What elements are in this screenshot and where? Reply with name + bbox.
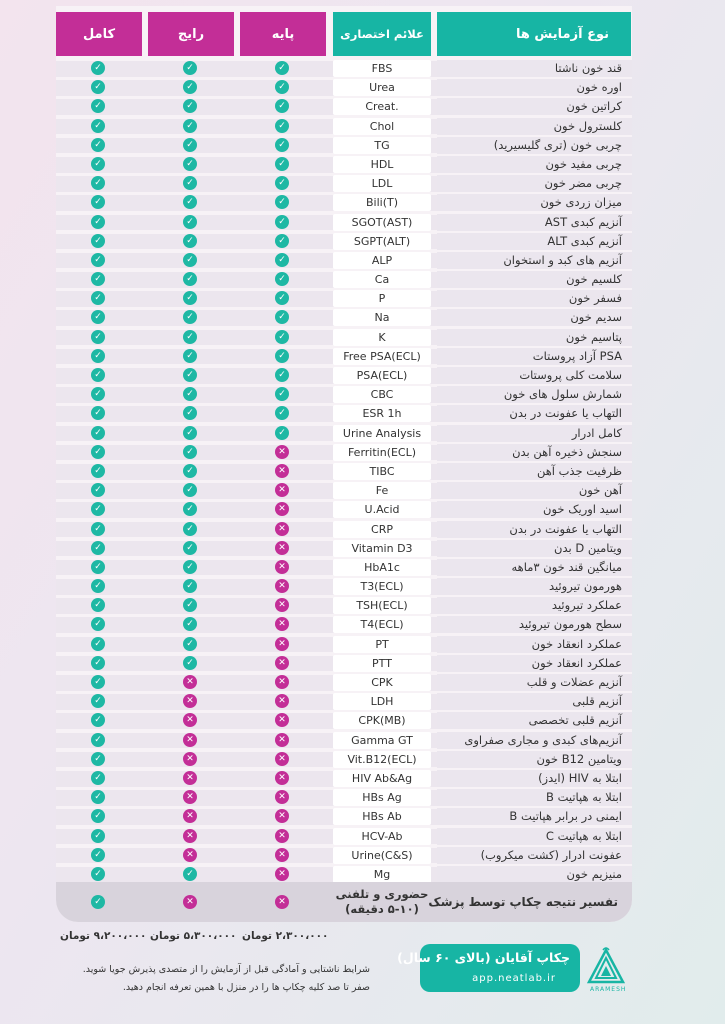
test-name: آنزیم قلبی تخصصی [528, 713, 622, 728]
base-x-icon: ✕ [275, 713, 289, 727]
header-test-type: نوع آزمایش ها [437, 12, 631, 56]
full-check-icon: ✓ [91, 637, 105, 651]
full-check-icon: ✓ [91, 234, 105, 248]
common-check-icon: ✓ [183, 176, 197, 190]
test-abbreviation: HbA1c [333, 559, 431, 576]
full-check-icon: ✓ [91, 272, 105, 286]
common-x-icon: ✕ [183, 790, 197, 804]
table-row [56, 174, 632, 193]
full-check-icon: ✓ [91, 99, 105, 113]
full-check-icon: ✓ [91, 541, 105, 555]
table-row [56, 654, 632, 673]
consult-full-mark: ✓ [91, 895, 105, 909]
full-check-icon: ✓ [91, 138, 105, 152]
full-check-icon: ✓ [91, 215, 105, 229]
common-check-icon: ✓ [183, 80, 197, 94]
common-x-icon: ✕ [183, 809, 197, 823]
test-name: میزان زردی خون [540, 195, 622, 210]
base-check-icon: ✓ [275, 99, 289, 113]
full-check-icon: ✓ [91, 291, 105, 305]
header-base-package: پایه [240, 12, 326, 56]
common-check-icon: ✓ [183, 234, 197, 248]
table-row [56, 251, 632, 270]
test-name: عفونت ادرار (کشت میکروب) [480, 847, 622, 862]
full-check-icon: ✓ [91, 809, 105, 823]
base-check-icon: ✓ [275, 253, 289, 267]
table-row [56, 558, 632, 577]
full-check-icon: ✓ [91, 502, 105, 516]
test-abbreviation: SGOT(AST) [333, 214, 431, 231]
base-x-icon: ✕ [275, 752, 289, 766]
consult-name: تفسیر نتیجه چکاپ توسط پزشک [428, 895, 618, 909]
test-name: پتاسیم خون [565, 329, 622, 344]
base-x-icon: ✕ [275, 541, 289, 555]
base-check-icon: ✓ [275, 157, 289, 171]
table-row [56, 308, 632, 327]
test-abbreviation: T4(ECL) [333, 616, 431, 633]
full-check-icon: ✓ [91, 771, 105, 785]
price-full: ۹،۲۰۰،۰۰۰ تومان [60, 930, 147, 942]
common-check-icon: ✓ [183, 157, 197, 171]
table-row [56, 193, 632, 212]
test-name: ویتامین B12 خون [536, 751, 622, 766]
full-check-icon: ✓ [91, 617, 105, 631]
test-name: PSA آزاد پروستات [532, 348, 622, 363]
table-row [56, 97, 632, 116]
test-name: اسید اوریک خون [543, 502, 622, 517]
test-abbreviation: HDL [333, 156, 431, 173]
full-check-icon: ✓ [91, 253, 105, 267]
test-abbreviation: CRP [333, 521, 431, 538]
test-name: میانگین قند خون ۳ماهه [511, 559, 622, 574]
test-abbreviation: Vit.B12(ECL) [333, 751, 431, 768]
common-check-icon: ✓ [183, 483, 197, 497]
test-abbreviation: Ferritin(ECL) [333, 444, 431, 461]
table-row [56, 155, 632, 174]
common-check-icon: ✓ [183, 406, 197, 420]
test-name: آنزیم کبدی ALT [547, 233, 622, 248]
header-abbreviation: علائم اختصاری [333, 12, 431, 56]
base-check-icon: ✓ [275, 80, 289, 94]
test-name: عملکرد انعقاد خون [531, 655, 622, 670]
test-abbreviation: Urine(C&S) [333, 847, 431, 864]
base-check-icon: ✓ [275, 138, 289, 152]
consult-type-line1: حضوری و تلفنی [335, 887, 429, 901]
test-abbreviation: FBS [333, 60, 431, 77]
full-check-icon: ✓ [91, 330, 105, 344]
test-name: سلامت کلی پروستات [519, 368, 622, 382]
base-x-icon: ✕ [275, 483, 289, 497]
full-check-icon: ✓ [91, 387, 105, 401]
test-abbreviation: PTT [333, 655, 431, 672]
base-check-icon: ✓ [275, 387, 289, 401]
test-name: چربی مضر خون [544, 176, 622, 191]
test-name: کامل ادرار [571, 425, 622, 440]
common-check-icon: ✓ [183, 138, 197, 152]
test-abbreviation: K [333, 329, 431, 346]
base-x-icon: ✕ [275, 579, 289, 593]
common-check-icon: ✓ [183, 119, 197, 133]
full-check-icon: ✓ [91, 752, 105, 766]
consult-common-mark: ✕ [183, 895, 197, 909]
common-check-icon: ✓ [183, 541, 197, 555]
test-name: آنزیم عضلات و قلب [526, 675, 622, 689]
test-abbreviation: Na [333, 309, 431, 326]
test-abbreviation: Mg [333, 866, 431, 883]
full-check-icon: ✓ [91, 579, 105, 593]
common-check-icon: ✓ [183, 522, 197, 536]
common-check-icon: ✓ [183, 253, 197, 267]
full-check-icon: ✓ [91, 349, 105, 363]
full-check-icon: ✓ [91, 867, 105, 881]
base-x-icon: ✕ [275, 464, 289, 478]
base-x-icon: ✕ [275, 522, 289, 536]
note-home-service: صفر تا صد کلیه چکاپ ها را در منزل با همین تعرفه انجام دهید. [122, 982, 370, 993]
full-check-icon: ✓ [91, 560, 105, 574]
test-abbreviation: ALP [333, 252, 431, 269]
table-row [56, 404, 632, 423]
table-row [56, 443, 632, 462]
table-row [56, 615, 632, 634]
test-name: ظرفیت جذب آهن [536, 463, 622, 478]
test-abbreviation: Ca [333, 271, 431, 288]
table-row [56, 481, 632, 500]
test-name: ابتلا به هپاتیت B [546, 790, 622, 805]
test-name: سطح هورمون تیروئید [518, 617, 622, 632]
note-fasting: شرایط ناشتایی و آمادگی قبل از آزمایش را از متصدی پذیرش جویا شوید. [82, 964, 370, 975]
test-abbreviation: Gamma GT [333, 732, 431, 749]
test-name: کراتین خون [566, 99, 622, 114]
full-check-icon: ✓ [91, 157, 105, 171]
full-check-icon: ✓ [91, 522, 105, 536]
consult-base-mark: ✕ [275, 895, 289, 909]
full-check-icon: ✓ [91, 426, 105, 440]
common-x-icon: ✕ [183, 848, 197, 862]
base-x-icon: ✕ [275, 809, 289, 823]
base-x-icon: ✕ [275, 848, 289, 862]
table-row [56, 769, 632, 788]
base-check-icon: ✓ [275, 272, 289, 286]
base-x-icon: ✕ [275, 617, 289, 631]
full-check-icon: ✓ [91, 368, 105, 382]
price-common: ۵،۳۰۰،۰۰۰ تومان [150, 930, 237, 942]
base-check-icon: ✓ [275, 291, 289, 305]
base-x-icon: ✕ [275, 771, 289, 785]
test-abbreviation: TIBC [333, 463, 431, 480]
test-abbreviation: CBC [333, 386, 431, 403]
test-name: ایمنی در برابر هپاتیت B [509, 809, 622, 824]
common-check-icon: ✓ [183, 330, 197, 344]
base-check-icon: ✓ [275, 426, 289, 440]
base-x-icon: ✕ [275, 733, 289, 747]
test-abbreviation: PT [333, 636, 431, 653]
table-row [56, 520, 632, 539]
common-x-icon: ✕ [183, 713, 197, 727]
test-name: آنزیم قلبی [572, 694, 622, 709]
test-abbreviation: Fe [333, 482, 431, 499]
full-check-icon: ✓ [91, 733, 105, 747]
full-check-icon: ✓ [91, 176, 105, 190]
common-check-icon: ✓ [183, 579, 197, 593]
table-row [56, 385, 632, 404]
full-check-icon: ✓ [91, 598, 105, 612]
common-check-icon: ✓ [183, 310, 197, 324]
base-x-icon: ✕ [275, 656, 289, 670]
test-name: ابتلا به HIV (ایدز) [538, 770, 622, 785]
full-check-icon: ✓ [91, 483, 105, 497]
common-check-icon: ✓ [183, 656, 197, 670]
table-row [56, 347, 632, 366]
table-row [56, 596, 632, 615]
common-check-icon: ✓ [183, 464, 197, 478]
test-name: التهاب یا عفونت در بدن [509, 406, 622, 421]
test-abbreviation: Vitamin D3 [333, 540, 431, 557]
full-check-icon: ✓ [91, 848, 105, 862]
base-x-icon: ✕ [275, 867, 289, 881]
common-check-icon: ✓ [183, 215, 197, 229]
table-row [56, 232, 632, 251]
table-row [56, 270, 632, 289]
test-abbreviation: HBs Ag [333, 789, 431, 806]
table-row [56, 289, 632, 308]
test-name: آنزیم کبدی AST [544, 214, 622, 229]
base-check-icon: ✓ [275, 330, 289, 344]
base-check-icon: ✓ [275, 119, 289, 133]
consult-type [330, 887, 434, 917]
full-check-icon: ✓ [91, 310, 105, 324]
table-row [56, 213, 632, 232]
test-abbreviation: HBs Ab [333, 808, 431, 825]
test-abbreviation: TSH(ECL) [333, 597, 431, 614]
full-check-icon: ✓ [91, 406, 105, 420]
base-check-icon: ✓ [275, 215, 289, 229]
common-check-icon: ✓ [183, 195, 197, 209]
common-x-icon: ✕ [183, 771, 197, 785]
test-name: چربی مفید خون [545, 156, 622, 171]
test-name: التهاب یا عفونت در بدن [509, 521, 622, 536]
table-row [56, 731, 632, 750]
table-row [56, 577, 632, 596]
doctor-consult-row [56, 882, 632, 922]
test-name: عملکرد تیروئید [551, 598, 622, 613]
common-x-icon: ✕ [183, 829, 197, 843]
table-row [56, 136, 632, 155]
table-row [56, 711, 632, 730]
test-name: آنزیم‌های کبدی و مجاری صفراوی [464, 732, 622, 747]
full-check-icon: ✓ [91, 829, 105, 843]
test-name: منیزیم خون [566, 866, 622, 881]
base-x-icon: ✕ [275, 560, 289, 574]
test-abbreviation: HCV-Ab [333, 828, 431, 845]
common-check-icon: ✓ [183, 445, 197, 459]
test-abbreviation: T3(ECL) [333, 578, 431, 595]
test-abbreviation: HIV Ab&Ag [333, 770, 431, 787]
table-row [56, 788, 632, 807]
base-check-icon: ✓ [275, 195, 289, 209]
test-abbreviation: PSA(ECL) [333, 367, 431, 384]
common-x-icon: ✕ [183, 694, 197, 708]
base-check-icon: ✓ [275, 61, 289, 75]
full-check-icon: ✓ [91, 119, 105, 133]
test-name: آهن خون [578, 483, 622, 498]
base-check-icon: ✓ [275, 406, 289, 420]
base-x-icon: ✕ [275, 829, 289, 843]
base-x-icon: ✕ [275, 445, 289, 459]
test-abbreviation: Creat. [333, 98, 431, 115]
header-full-package: کامل [56, 12, 142, 56]
common-x-icon: ✕ [183, 733, 197, 747]
test-name: کلسیم خون [566, 272, 622, 287]
table-row [56, 827, 632, 846]
header-common-package: رایج [148, 12, 234, 56]
common-check-icon: ✓ [183, 637, 197, 651]
table-row [56, 846, 632, 865]
base-x-icon: ✕ [275, 598, 289, 612]
full-check-icon: ✓ [91, 694, 105, 708]
test-name: قند خون ناشتا [554, 61, 622, 75]
common-check-icon: ✓ [183, 387, 197, 401]
base-x-icon: ✕ [275, 502, 289, 516]
table-row [56, 462, 632, 481]
table-row [56, 117, 632, 136]
test-name: ویتامین D بدن [554, 540, 622, 555]
common-check-icon: ✓ [183, 617, 197, 631]
full-check-icon: ✓ [91, 713, 105, 727]
test-abbreviation: Bili(T) [333, 194, 431, 211]
table-row [56, 539, 632, 558]
test-name: کلسترول خون [553, 118, 622, 133]
test-name: سنجش ذخیره آهن بدن [512, 444, 622, 459]
common-check-icon: ✓ [183, 61, 197, 75]
package-title-box [397, 944, 580, 992]
test-name: هورمون تیروئید [548, 579, 622, 594]
base-x-icon: ✕ [275, 790, 289, 804]
full-check-icon: ✓ [91, 80, 105, 94]
table-row [56, 78, 632, 97]
base-x-icon: ✕ [275, 637, 289, 651]
common-check-icon: ✓ [183, 560, 197, 574]
common-check-icon: ✓ [183, 598, 197, 612]
test-abbreviation: Free PSA(ECL) [333, 348, 431, 365]
base-x-icon: ✕ [275, 675, 289, 689]
test-abbreviation: U.Acid [333, 501, 431, 518]
website-link[interactable]: app.neatlab.ir [472, 973, 556, 984]
table-row [56, 750, 632, 769]
test-abbreviation: Urea [333, 79, 431, 96]
test-name: اوره خون [576, 80, 622, 95]
aramesh-logo-icon [585, 946, 627, 986]
base-check-icon: ✓ [275, 234, 289, 248]
base-check-icon: ✓ [275, 368, 289, 382]
full-check-icon: ✓ [91, 675, 105, 689]
test-abbreviation: TG [333, 137, 431, 154]
common-check-icon: ✓ [183, 272, 197, 286]
test-name: فسفر خون [568, 291, 622, 306]
consult-type-line2: (۵-۱۰ دقیقه) [345, 902, 419, 916]
test-abbreviation: CPK [333, 674, 431, 691]
test-abbreviation: LDL [333, 175, 431, 192]
test-name: سدیم خون [570, 310, 622, 325]
base-check-icon: ✓ [275, 310, 289, 324]
table-row [56, 424, 632, 443]
common-check-icon: ✓ [183, 426, 197, 440]
table-row [56, 59, 632, 78]
table-row [56, 807, 632, 826]
test-abbreviation: CPK(MB) [333, 712, 431, 729]
test-name: عملکرد انعقاد خون [531, 636, 622, 651]
table-row [56, 692, 632, 711]
common-x-icon: ✕ [183, 675, 197, 689]
common-check-icon: ✓ [183, 502, 197, 516]
test-rows [56, 59, 632, 884]
test-name: چربی خون (تری گلیسیرید) [493, 137, 622, 152]
test-name: آنزیم های کبد و استخوان [503, 252, 622, 267]
package-title: چکاپ آقایان (بالای ۶۰ سال) [397, 950, 570, 965]
common-check-icon: ✓ [183, 349, 197, 363]
test-name: شمارش سلول های خون [503, 387, 622, 402]
price-base: ۲،۳۰۰،۰۰۰ تومان [242, 930, 329, 942]
table-row [56, 635, 632, 654]
table-row [56, 500, 632, 519]
base-check-icon: ✓ [275, 349, 289, 363]
full-check-icon: ✓ [91, 445, 105, 459]
table-row [56, 328, 632, 347]
common-check-icon: ✓ [183, 99, 197, 113]
test-abbreviation: ESR 1h [333, 405, 431, 422]
common-x-icon: ✕ [183, 752, 197, 766]
full-check-icon: ✓ [91, 464, 105, 478]
test-abbreviation: Chol [333, 118, 431, 135]
test-name: ابتلا به هپاتیت C [545, 828, 622, 843]
full-check-icon: ✓ [91, 656, 105, 670]
table-row [56, 366, 632, 385]
table-row [56, 673, 632, 692]
common-check-icon: ✓ [183, 368, 197, 382]
test-abbreviation: SGPT(ALT) [333, 233, 431, 250]
full-check-icon: ✓ [91, 61, 105, 75]
base-x-icon: ✕ [275, 694, 289, 708]
test-abbreviation: Urine Analysis [333, 425, 431, 442]
test-abbreviation: P [333, 290, 431, 307]
brand-name: ARAMESH [590, 986, 627, 993]
common-check-icon: ✓ [183, 867, 197, 881]
base-check-icon: ✓ [275, 176, 289, 190]
full-check-icon: ✓ [91, 195, 105, 209]
common-check-icon: ✓ [183, 291, 197, 305]
test-abbreviation: LDH [333, 693, 431, 710]
full-check-icon: ✓ [91, 790, 105, 804]
